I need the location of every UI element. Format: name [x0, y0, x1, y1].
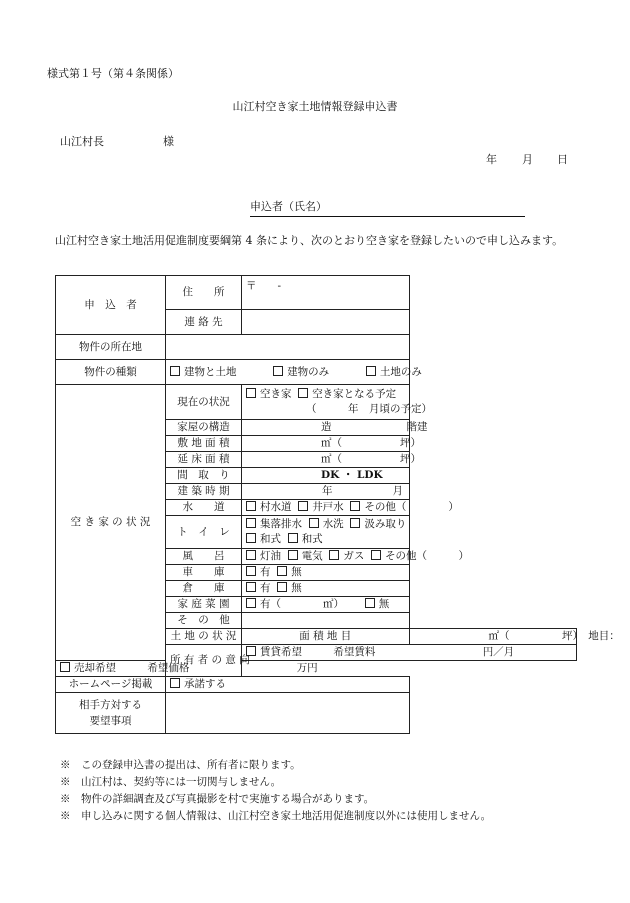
checkbox[interactable]	[277, 582, 287, 592]
toilet-options[interactable]: 集落排水 水洗 汲み取り 和式 和式	[242, 516, 410, 549]
toilet-label: ト イ レ	[166, 516, 242, 549]
requests-field[interactable]	[166, 693, 410, 734]
bath-label: 風 呂	[166, 549, 242, 565]
homepage-label: ホームページ掲載	[56, 677, 166, 693]
type-label: 物件の種類	[56, 360, 166, 385]
land-area-field[interactable]: ㎡（ 坪） 地目：	[409, 629, 577, 645]
storage-label: 倉 庫	[166, 581, 242, 597]
date-year: 年	[486, 153, 497, 166]
site-area-field[interactable]: ㎡（ 坪）	[242, 436, 410, 452]
checkbox[interactable]	[246, 533, 256, 543]
checkbox[interactable]	[288, 550, 298, 560]
applicant-cell: 申 込 者	[56, 276, 166, 335]
house-status-label: 空 き 家 の 状 況	[56, 385, 166, 661]
checkbox[interactable]	[246, 646, 256, 656]
notes	[60, 757, 491, 825]
applicant-name-field[interactable]	[250, 198, 525, 217]
date-month: 月	[522, 153, 533, 166]
layout-label: 間 取 り	[166, 468, 242, 484]
intro-text: 山江村空き家土地活用促進制度要綱第 4 条により、次のとおり空き家を登録したいので申し込みます。	[55, 234, 564, 247]
addressee: 山江村長	[60, 135, 104, 148]
type-options[interactable]: 建物と土地 建物のみ 土地のみ	[166, 360, 410, 385]
checkbox[interactable]	[246, 501, 256, 511]
checkbox[interactable]	[246, 566, 256, 576]
checkbox[interactable]	[309, 518, 319, 528]
built-label: 建 築 時 期	[166, 484, 242, 500]
address-label: 住 所	[166, 276, 242, 310]
land-status-label: 土 地 の 状 況	[166, 629, 242, 645]
contact-label: 連 絡 先	[166, 310, 242, 335]
address-field[interactable]: 〒 -	[242, 276, 410, 310]
homepage-consent[interactable]: 承諾する	[166, 677, 410, 693]
current-status-options[interactable]: 空き家 空き家となる予定 （ 年 月頃の予定）	[242, 385, 410, 420]
contact-field[interactable]	[242, 310, 410, 335]
bath-options[interactable]: 灯油 電気 ガス その他（ ）	[242, 549, 410, 565]
floor-area-field[interactable]: ㎡（ 坪）	[242, 452, 410, 468]
garden-options[interactable]: 有（ ㎡） 無	[242, 597, 410, 613]
garage-label: 車 庫	[166, 565, 242, 581]
checkbox[interactable]	[350, 501, 360, 511]
requests-label: 相手方対する 要望事項	[56, 693, 166, 734]
checkbox[interactable]	[246, 550, 256, 560]
checkbox[interactable]	[329, 550, 339, 560]
checkbox[interactable]	[277, 566, 287, 576]
checkbox[interactable]	[60, 662, 70, 672]
honorific: 様	[163, 135, 174, 148]
checkbox[interactable]	[365, 598, 375, 608]
checkbox[interactable]	[246, 388, 256, 398]
layout-field[interactable]: DK ・ LDK	[242, 468, 410, 484]
note-item: ※ 物件の詳細調査及び写真撮影を村で実施する場合があります。	[60, 793, 375, 805]
checkbox[interactable]	[246, 598, 256, 608]
checkbox[interactable]	[371, 550, 381, 560]
applicant-label: 申込者（氏名）	[250, 200, 327, 213]
garage-options[interactable]: 有 無	[242, 565, 410, 581]
garden-label: 家 庭 菜 園	[166, 597, 242, 613]
other-field[interactable]	[242, 613, 410, 629]
water-options[interactable]: 村水道 井戸水 その他（ ）	[242, 500, 410, 516]
checkbox[interactable]	[366, 366, 376, 376]
note-item: ※ 申し込みに関する個人情報は、山江村空き家土地活用促進制度以外には使用しません。	[60, 810, 492, 822]
checkbox[interactable]	[350, 518, 360, 528]
checkbox[interactable]	[298, 501, 308, 511]
current-status-label: 現在の状況	[166, 385, 242, 420]
checkbox[interactable]	[170, 678, 180, 688]
note-item: ※ この登録申込書の提出は、所有者に限ります。	[60, 759, 301, 771]
checkbox[interactable]	[246, 518, 256, 528]
storage-options[interactable]: 有 無	[242, 581, 410, 597]
built-field[interactable]: 年 月	[242, 484, 410, 500]
date-day: 日	[557, 153, 568, 166]
rent-row[interactable]: 賃貸希望 希望賃料 円／月	[242, 645, 577, 661]
note-item: ※ 山江村は、契約等には一切関与しません。	[60, 776, 282, 788]
floor-area-label: 延 床 面 積	[166, 452, 242, 468]
water-label: 水 道	[166, 500, 242, 516]
structure-field[interactable]: 造 階建	[242, 420, 410, 436]
sale-row[interactable]: 売却希望 希望価格 万円	[56, 661, 242, 677]
checkbox[interactable]	[273, 366, 283, 376]
registration-table	[55, 275, 620, 734]
form-number: 様式第１号（第４条関係）	[47, 67, 179, 80]
land-area-label: 面 積 地 目	[242, 629, 410, 645]
checkbox[interactable]	[246, 582, 256, 592]
other-label: そ の 他	[166, 613, 242, 629]
site-area-label: 敷 地 面 積	[166, 436, 242, 452]
checkbox[interactable]	[288, 533, 298, 543]
page-title: 山江村空き家土地情報登録申込書	[232, 100, 398, 113]
location-label: 物件の所在地	[56, 335, 166, 360]
structure-label: 家屋の構造	[166, 420, 242, 436]
location-field[interactable]	[166, 335, 410, 360]
checkbox[interactable]	[298, 388, 308, 398]
owner-intent-label: 所 有 者 の 意 向	[166, 645, 242, 677]
checkbox[interactable]	[170, 366, 180, 376]
